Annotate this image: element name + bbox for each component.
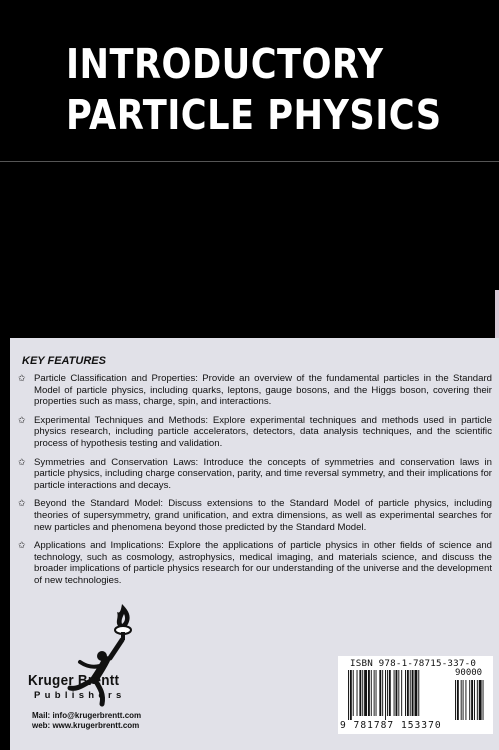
feature-item <box>18 498 492 533</box>
feature-text: Experimental Techniques and Methods: Explore experimental techniques and methods used in particle physics research, including particle accelerators, detectors, data analysis techniques, and the scientific process of hypothesis testing and validation. <box>34 414 492 449</box>
barcode-bar <box>376 670 377 716</box>
barcode-bar <box>350 670 352 720</box>
feature-item <box>18 373 492 408</box>
barcode-bar <box>407 670 409 716</box>
edge-mark <box>495 290 499 338</box>
barcode-bar <box>374 670 375 716</box>
publisher-email[interactable]: Mail: info@krugerbrentt.com <box>32 711 142 720</box>
barcode-addon-bar <box>457 680 459 720</box>
barcode-bar <box>405 670 406 716</box>
barcode-bar <box>387 670 388 716</box>
barcode-number: 9 781787 153370 <box>340 720 442 731</box>
star-icon: ✩ <box>18 540 26 551</box>
barcode-bar <box>359 670 361 716</box>
barcode-addon-bar <box>477 680 478 720</box>
feature-item <box>18 415 492 450</box>
barcode-addon-bar <box>461 680 462 720</box>
barcode-bar <box>398 670 399 716</box>
barcode-bar <box>396 670 398 716</box>
feature-text: Symmetries and Conservation Laws: Introduce the concepts of symmetries and conservation laws in particle physics, including charge conservation, parity, and time reversal symmetry, and their implications for particle interactions and decays. <box>34 456 492 491</box>
isbn-text: ISBN 978-1-78715-337-0 <box>350 658 477 669</box>
barcode-bar <box>364 670 367 716</box>
title-block <box>0 0 499 160</box>
barcode-bar <box>357 670 358 716</box>
barcode-bar <box>379 670 381 716</box>
feature-item <box>18 457 492 492</box>
key-features-list <box>18 373 492 594</box>
feature-text: Particle Classification and Properties: Provide an overview of the fundamental particles in the Standard Model of particle physics, including quarks, leptons, gauge bosons, and the Higgs boson, covering their properties such as mass, charge, spin, and interactions. <box>34 373 492 408</box>
book-title-line-1: INTRODUCTORY <box>66 40 384 88</box>
publisher-subtitle: Publishers <box>34 690 126 701</box>
barcode-bar <box>382 670 383 716</box>
barcode-bar <box>389 670 391 716</box>
publisher-contact <box>32 711 141 731</box>
publisher-name: Kruger Brentt <box>28 672 120 689</box>
star-icon: ✩ <box>18 456 26 467</box>
isbn-barcode <box>338 656 493 734</box>
barcode-addon-bar <box>469 680 470 720</box>
barcode-bars <box>348 670 490 720</box>
barcode-addon-bar <box>474 680 475 720</box>
barcode-bar <box>410 670 411 716</box>
barcode-bar <box>362 670 363 716</box>
barcode-bar <box>412 670 414 716</box>
feature-item <box>18 540 492 586</box>
publisher-logo <box>28 600 152 750</box>
barcode-addon-bar <box>463 680 464 720</box>
key-features-heading: KEY FEATURES <box>22 355 106 367</box>
barcode-bar <box>368 670 370 716</box>
feature-text: Applications and Implications: Explore the applications of particle physics in other fields of science and technology, such as cosmology, astrophysics, medical imaging, and materials science, and discuss the broader implications of particle physics research for our understanding of the universe and the development of new technologies. <box>34 540 492 586</box>
barcode-addon-bar <box>483 680 484 720</box>
barcode-addon-bar <box>471 680 473 720</box>
feature-text: Beyond the Standard Model: Discuss extensions to the Standard Model of particle physics, including theories of supersymmetry, grand unification, and extra dimensions, as well as experimental searches for new particles and phenomena beyond those predicted by the Standard Model. <box>34 498 492 533</box>
star-icon: ✩ <box>18 414 26 425</box>
barcode-addon: 90000 <box>455 668 483 678</box>
publisher-website[interactable]: web: www.krugerbrentt.com <box>32 721 140 730</box>
barcode-bar <box>401 670 402 716</box>
barcode-bar <box>353 670 354 716</box>
barcode-addon-bar <box>479 680 482 720</box>
barcode-bar <box>415 670 418 716</box>
star-icon: ✩ <box>18 373 26 383</box>
book-title-line-2: PARTICLE PHYSICS <box>66 91 442 139</box>
barcode-bar <box>385 670 386 720</box>
barcode-bar <box>348 670 349 720</box>
barcode-bar <box>394 670 395 716</box>
star-icon: ✩ <box>18 498 26 509</box>
barcode-bar <box>418 670 419 716</box>
barcode-addon-bar <box>455 680 456 720</box>
title-divider <box>0 161 499 162</box>
barcode-bar <box>371 670 372 716</box>
barcode-addon-bar <box>465 680 466 720</box>
